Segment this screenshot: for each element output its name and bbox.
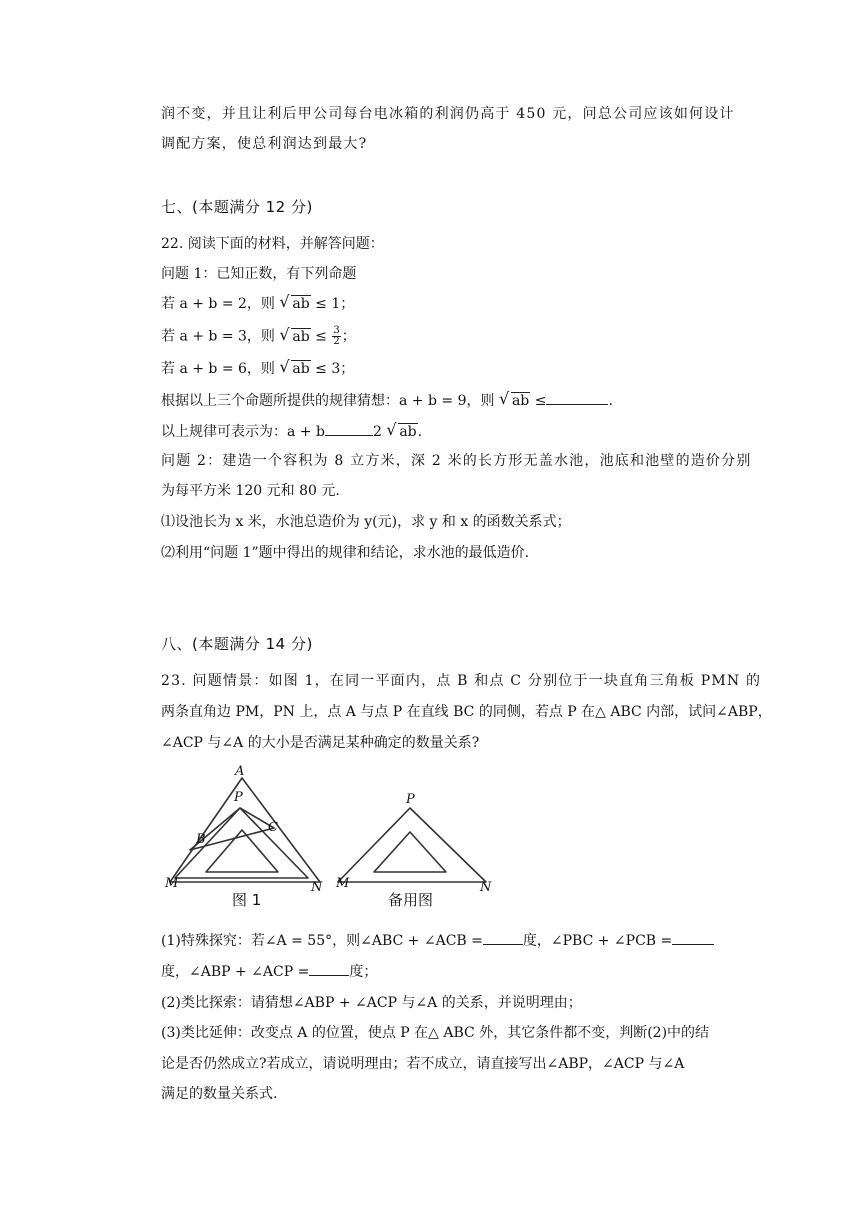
text-line: 满足的数量关系式. <box>161 1086 278 1102</box>
radicand: ab <box>511 393 530 409</box>
sqrt-expression <box>386 422 417 442</box>
question-title: 22. 阅读下面的材料，并解答问题： <box>161 236 384 252</box>
text-fragment: ≤ 1； <box>310 296 355 312</box>
figure-caption-spare: 备用图 <box>388 891 434 909</box>
sub-question: ⑴设池长为 x 米，水池总造价为 y(元)，求 y 和 x 的函数关系式； <box>161 514 571 530</box>
spare-set-square-outer <box>338 808 486 882</box>
vertex-label-p: P <box>234 790 243 805</box>
radicand: ab <box>292 296 310 312</box>
sub-question: (3)类比延伸：改变点 A 的位置，使点 P 在△ ABC 外，其它条件都不变，判断(2)中的结 <box>161 1025 710 1041</box>
text-fragment: ； <box>341 328 356 345</box>
vertex-label-m-spare: M <box>336 876 350 891</box>
fraction <box>332 326 340 347</box>
text-fragment: 度，∠ABP + ∠ACP = <box>161 964 310 980</box>
proposition-line <box>161 326 356 347</box>
sqrt-expression <box>499 391 530 411</box>
text-fragment: 若 a + b = 6，则 <box>161 361 280 377</box>
text-line: 论是否仍然成立?若成立，请说明理由；若不成立，请直接写出∠ABP，∠ACP 与∠A <box>161 1056 685 1072</box>
answer-blank[interactable] <box>546 390 608 405</box>
text-line: 两条直角边 PM，PN 上，点 A 与点 P 在直线 BC 的同侧，若点 P 在△ ABC 内部，试问∠ABP， <box>161 704 772 720</box>
text-fragment: 若 a + b = 2，则 <box>161 296 280 312</box>
radicand: ab <box>292 361 310 377</box>
text-fragment: 度，∠PBC + ∠PCB = <box>522 933 673 949</box>
answer-blank[interactable] <box>325 421 373 436</box>
geometry-figure <box>160 762 505 912</box>
text-fragment: (1)特殊探究：若∠A = 55°，则∠ABC + ∠ACB = <box>161 933 483 949</box>
text-fragment: . <box>608 393 613 409</box>
proposition-line <box>161 359 354 379</box>
radicand: ab <box>399 424 417 440</box>
sqrt-expression <box>279 327 310 347</box>
fraction-denominator: 2 <box>333 336 340 347</box>
section-heading: 七、(本题满分 12 分) <box>161 198 313 216</box>
text-fragment: 若 a + b = 3，则 <box>161 328 280 345</box>
figure-caption-1: 图 1 <box>232 891 262 909</box>
text-fragment: ≤ <box>530 393 547 409</box>
sub-question-continued <box>161 961 377 982</box>
vertex-label-a: A <box>235 764 245 779</box>
guess-line <box>161 390 613 411</box>
sqrt-expression <box>279 359 310 379</box>
sub-question: (2)类比探索：请猜想∠ABP + ∠ACP 与∠A 的关系，并说明理由； <box>161 995 582 1011</box>
radicand: ab <box>292 328 310 345</box>
text-line: 为每平方米 120 元和 80 元. <box>161 483 340 499</box>
text-line: 问题 2：建造一个容积为 8 立方米，深 2 米的长方形无盖水池，池底和池壁的造价分别 <box>161 453 752 469</box>
fraction-numerator: 3 <box>333 325 340 336</box>
vertex-label-n-spare: N <box>480 880 492 895</box>
vertex-label-n: N <box>311 880 323 895</box>
vertex-label-b: B <box>196 832 206 847</box>
sub-question: ⑵利用“问题 1”题中得出的规律和结论，求水池的最低造价. <box>161 545 530 561</box>
sqrt-expression <box>279 294 310 314</box>
vertex-label-m: M <box>165 876 179 891</box>
text-line: 润不变，并且让利后甲公司每台电冰箱的利润仍高于 450 元，问总公司应该如何设计 <box>161 106 735 122</box>
text-fragment: 度； <box>349 964 378 980</box>
spare-set-square-inner <box>374 832 446 872</box>
vertex-label-c: C <box>268 820 278 835</box>
text-fragment: 根据以上三个命题所提供的规律猜想：a + b = 9，则 <box>161 393 499 409</box>
text-line: 问题 1：已知正数，有下列命题 <box>161 266 357 282</box>
proposition-line <box>161 294 354 314</box>
text-fragment: . <box>417 424 423 440</box>
text-fragment: 2 <box>372 424 387 440</box>
text-line: ∠ACP 与∠A 的大小是否满足某种确定的数量关系? <box>161 735 480 751</box>
triangle-diagram <box>160 762 505 912</box>
set-square-outer <box>175 808 308 878</box>
vertex-label-p-spare: P <box>406 792 415 807</box>
text-fragment: ≤ <box>310 328 332 345</box>
answer-blank[interactable] <box>483 930 523 945</box>
rule-line <box>161 421 422 442</box>
text-fragment: ≤ 3； <box>310 361 355 377</box>
sub-question <box>161 930 714 951</box>
section-heading: 八、(本题满分 14 分) <box>161 635 313 653</box>
question-title: 23. 问题情景：如图 1，在同一平面内，点 B 和点 C 分别位于一块直角三角板 PMN 的 <box>161 673 762 689</box>
answer-blank[interactable] <box>672 930 714 945</box>
text-fragment: 以上规律可表示为：a + b <box>161 424 325 440</box>
answer-blank[interactable] <box>309 961 349 976</box>
text-line: 调配方案，使总利润达到最大? <box>161 136 368 152</box>
